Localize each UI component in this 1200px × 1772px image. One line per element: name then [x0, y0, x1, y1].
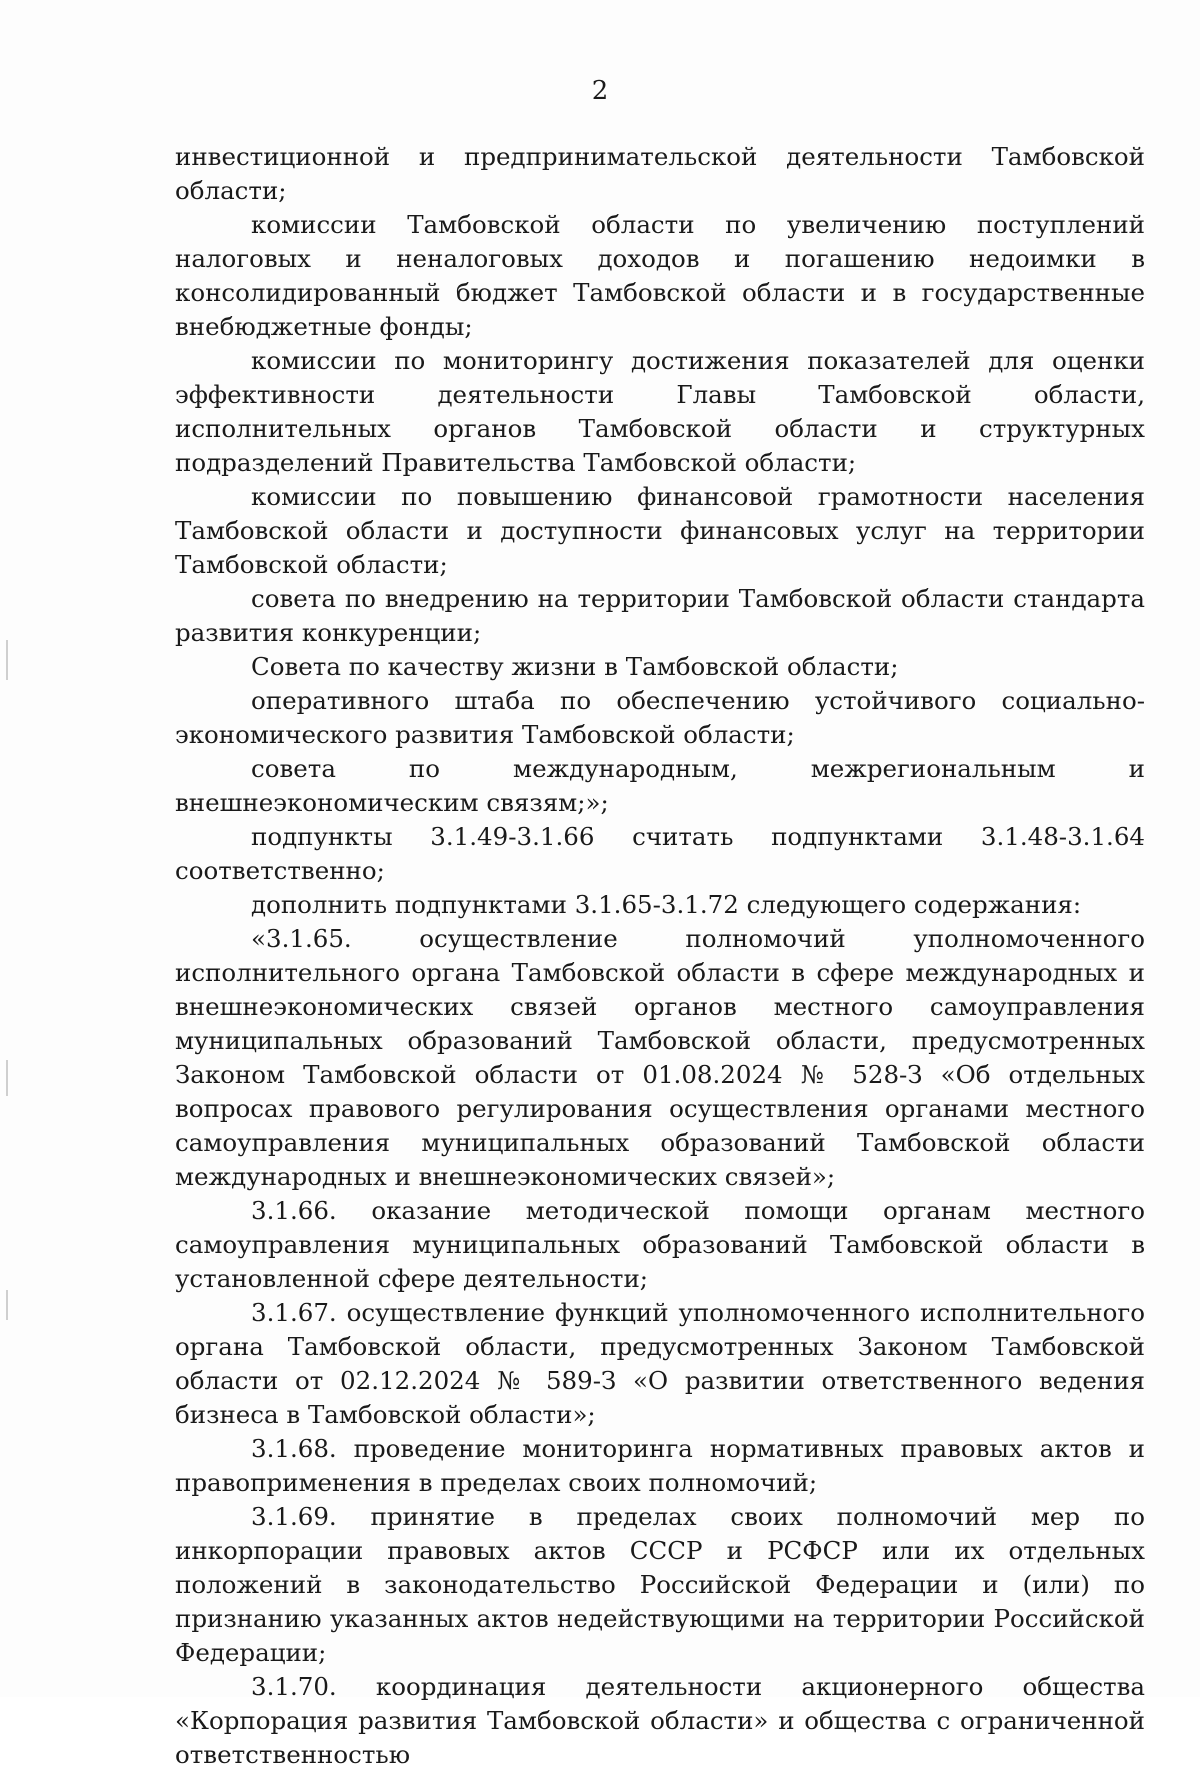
paragraph-renumbering: подпункты 3.1.49-3.1.66 считать подпунктами 3.1.48-3.1.64 соответственно; — [175, 822, 1145, 885]
document-body — [175, 140, 1145, 1772]
paragraph-subclause-3-1-70: 3.1.70. координация деятельности акционерного общества «Корпорация развития Тамбовской области» и общества с ограниченной ответственностью — [175, 1672, 1145, 1769]
paragraph-operational-headquarters: оперативного штаба по обеспечению устойчивого социально-экономического развития Тамбовской области; — [175, 686, 1145, 749]
paragraph-subclause-3-1-67: 3.1.67. осуществление функций уполномоченного исполнительного органа Тамбовской области, предусмотренных Законом Тамбовской области от 02.12.2024 № 589-З «О развитии ответственного ведения бизнеса в Тамбовской области»; — [175, 1298, 1145, 1429]
paragraph-continuation: инвестиционной и предпринимательской деятельности Тамбовской области; — [175, 142, 1145, 205]
paragraph-subclause-3-1-68: 3.1.68. проведение мониторинга нормативных правовых актов и правоприменения в пределах своих полномочий; — [175, 1434, 1145, 1497]
paragraph-monitoring-commission: комиссии по мониторингу достижения показателей для оценки эффективности деятельности Главы Тамбовской области, исполнительных органов Тамбовской области и структурных подразделений Правительства Тамбовской области; — [175, 346, 1145, 477]
paragraph-quality-of-life-council: Совета по качеству жизни в Тамбовской области; — [251, 652, 899, 681]
paragraph-supplement-intro: дополнить подпунктами 3.1.65-3.1.72 следующего содержания: — [251, 890, 1082, 919]
paragraph-competition-council: совета по внедрению на территории Тамбовской области стандарта развития конкуренции; — [175, 584, 1145, 647]
page-number: 2 — [591, 76, 609, 106]
paragraph-international-relations-council: совета по международным, межрегиональным и внешнеэкономическим связям;»; — [175, 754, 1145, 817]
scan-edge-mark — [6, 640, 8, 680]
paragraph-tax-commission: комиссии Тамбовской области по увеличению поступлений налоговых и неналоговых доходов и погашению недоимки в консолидированный бюджет Тамбовской области и в государственные внебюджетные фонды; — [175, 210, 1145, 341]
paragraph-subclause-3-1-69: 3.1.69. принятие в пределах своих полномочий мер по инкорпорации правовых актов СССР и РСФСР или их отдельных положений в законодательство Российской Федерации и (или) по признанию указанных актов недействующими на территории Российской Федерации; — [175, 1502, 1145, 1667]
paragraph-subclause-3-1-65: «3.1.65. осуществление полномочий уполномоченного исполнительного органа Тамбовской области в сфере международных и внешнеэкономических связей органов местного самоуправления муниципальных образований Тамбовской области, предусмотренных Законом Тамбовской области от 01.08.2024 № 528-З «Об отдельных вопросах правового регулирования осуществления органами местного самоуправления муниципальных образований Тамбовской области международных и внешнеэкономических связей»; — [175, 924, 1145, 1191]
paragraph-subclause-3-1-66: 3.1.66. оказание методической помощи органам местного самоуправления муниципальных образований Тамбовской области в установленной сфере деятельности; — [175, 1196, 1145, 1293]
scan-edge-mark — [6, 1060, 8, 1096]
scan-edge-mark — [6, 1290, 8, 1320]
paragraph-financial-literacy-commission: комиссии по повышению финансовой грамотности населения Тамбовской области и доступности финансовых услуг на территории Тамбовской области; — [175, 482, 1145, 579]
